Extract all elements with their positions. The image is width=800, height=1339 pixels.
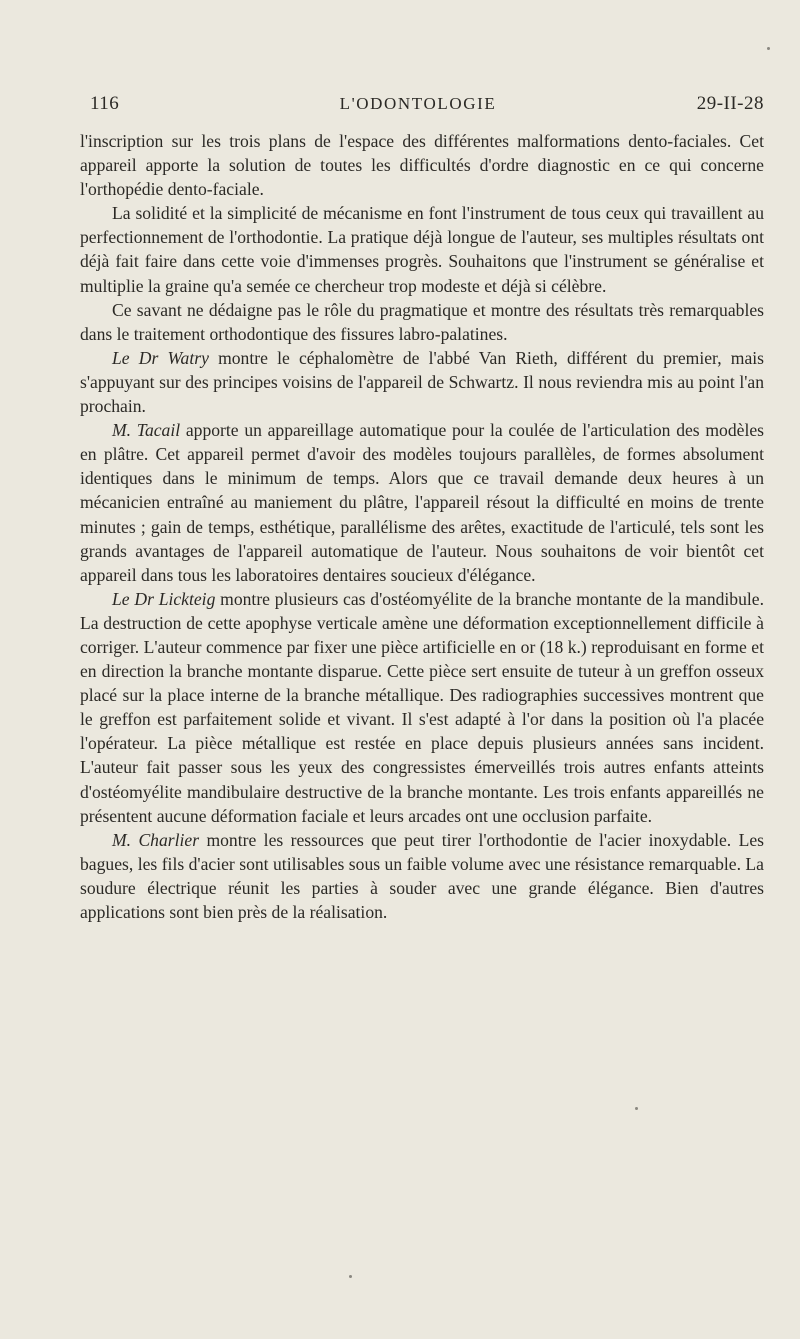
running-header <box>80 93 764 129</box>
paragraph-3 <box>80 298 764 346</box>
paragraph-text: montre les ressources que peut tirer l'orthodontie de l'acier inoxydable. Les bagues, les fils d'acier sont utilisables sous un faible volume avec une résistance remarquable. La soudure électrique réunit les parties à souder avec une grande élégance. Bien d'autres applications sont bien près de la réalisation. <box>80 829 764 922</box>
journal-title: L'ODONTOLOGIE <box>339 94 497 113</box>
speaker-name: Le Dr Lickteig <box>112 588 216 609</box>
paragraph-text: La solidité et la simplicité de mécanisme en font l'instrument de tous ceux qui travaillent au perfectionnement de l'orthodontie. La pratique déjà longue de l'auteur, ses multiples résultats ont déjà fait faire dans cette voie d'immenses progrès. Souhaitons que l'instrument se généralise et multiplie la graine qu'a semée ce chercheur trop modeste et déjà si célèbre. <box>80 203 764 296</box>
paragraph-5 <box>80 418 764 587</box>
paragraph-text: l'inscription sur les trois plans de l'espace des différentes malformations dento-faciales. Cet appareil apporte la solution de toutes les difficultés d'ordre diagnostic en ce qui concerne l'orthopédie dento-faciale. <box>80 131 764 200</box>
paragraph-1 <box>80 129 764 201</box>
speaker-name: M. Tacail <box>112 420 181 441</box>
issue-date: 29-II-28 <box>696 93 764 114</box>
paragraph-text: montre le céphalomètre de l'abbé Van Rieth, différent du premier, mais s'appuyant sur des principes voisins de l'appareil de Schwartz. Il nous reviendra mis au point l'an prochain. <box>80 347 765 417</box>
paragraph-text: montre plusieurs cas d'ostéomyélite de la branche montante de la mandibule. La destruction de cette apophyse verticale amène une déformation exceptionnellement difficile à corriger. L'auteur commence par fixer une pièce artificielle en or (18 k.) reproduisant en forme et en direction la branche montante disparue. Cette pièce sert ensuite de tuteur à un greffon osseux placé sur la place interne de la branche métallique. Des radiographies successives montrent que le greffon est parfaitement solide et vivant. Il s'est adapté à l'or dans la position où l'a placée l'opérateur. La pièce métallique est restée en place depuis plusieurs années sans incident. L'auteur fait passer sous les yeux des congressistes émerveillés trois autres enfants atteints d'ostéomyélite mandibulaire destructive de la branche montante. Les trois enfants appareillés ne présentent aucune déformation faciale et leurs arcades ont une occlusion parfaite. <box>80 588 764 826</box>
article-body <box>80 129 764 924</box>
speaker-name: M. Charlier <box>112 829 200 850</box>
paragraph-6 <box>80 587 764 828</box>
paragraph-text: apporte un appareillage automatique pour la coulée de l'articulation des modèles en plâtre. Cet appareil permet d'avoir des modèles toujours parallèles, de formes absolument identiques dans le minimum de temps. Alors que ce travail demande deux heures à un mécanicien entraîné au maniement du plâtre, l'appareil résout la difficulté en moins de trente minutes ; gain de temps, esthétique, parallélisme des arêtes, exactitude de l'articulé, tels sont les grands avantages de l'appareil automatique de l'auteur. Nous souhaitons de voir bientôt cet appareil dans tous les laboratoires dentaires soucieux d'élégance. <box>80 420 764 585</box>
print-speck <box>767 47 770 50</box>
page-number: 116 <box>90 93 120 114</box>
paragraph-text: Ce savant ne dédaigne pas le rôle du pragmatique et montre des résultats très remarquables dans le traitement orthodontique des fissures labro-palatines. <box>80 299 764 344</box>
speaker-name: Le Dr Watry <box>112 347 209 368</box>
paragraph-7 <box>80 828 764 924</box>
print-speck <box>349 1275 352 1278</box>
paragraph-2 <box>80 201 764 297</box>
print-speck <box>635 1107 638 1110</box>
paragraph-4 <box>80 346 764 418</box>
